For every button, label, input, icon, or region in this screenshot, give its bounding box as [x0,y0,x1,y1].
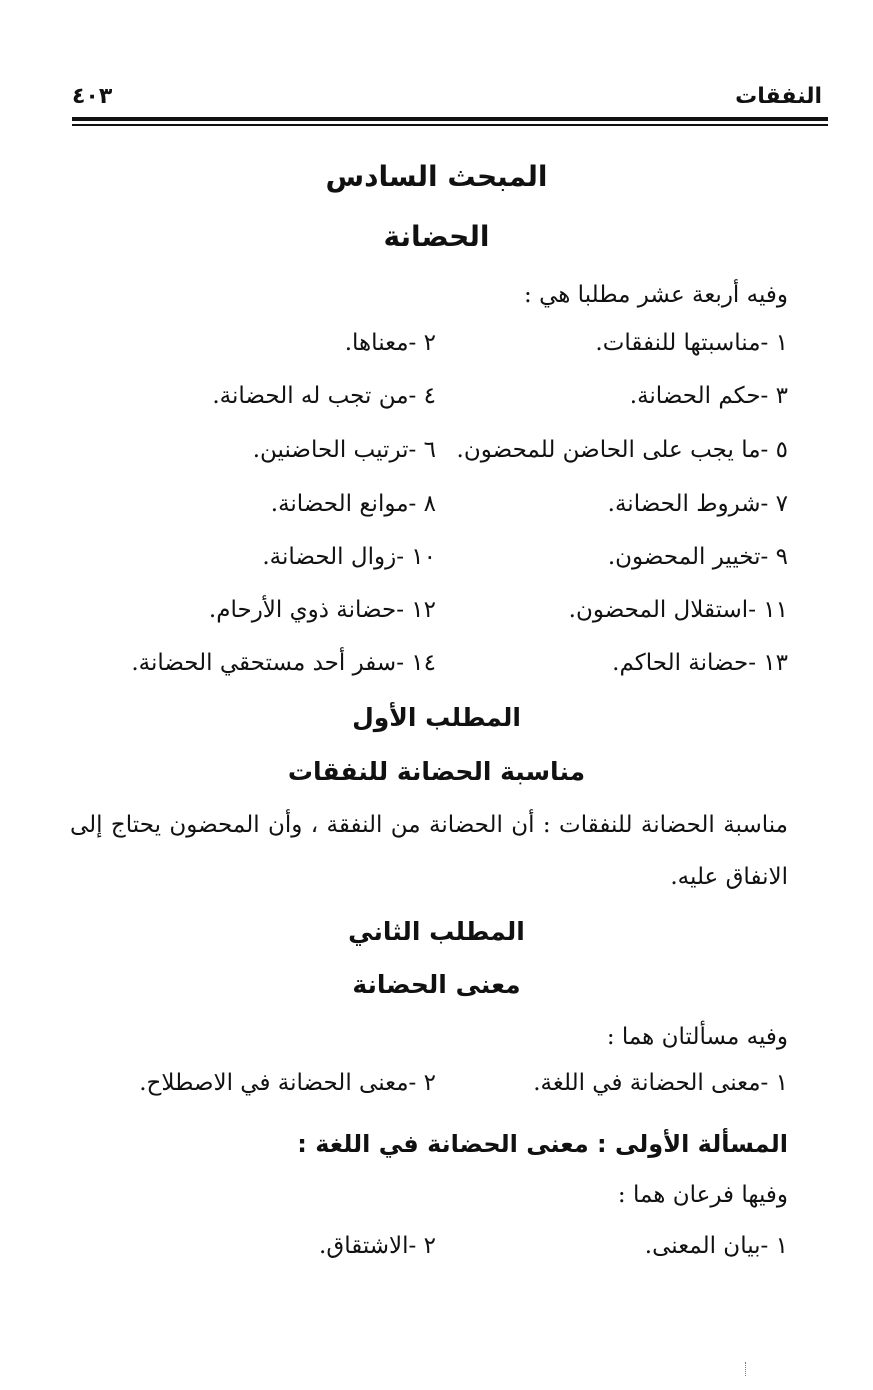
list-item: ١ -مناسبتها للنفقات. [595,330,788,356]
list-item: ٧ -شروط الحضانة. [607,491,788,517]
section-intro: وفيه أربعة عشر مطلبا هي : [524,282,788,308]
paragraph-line: الانفاق عليه. [670,864,788,890]
matlab1-title: المطلب الأول [352,703,521,732]
list-item: ١٢ -حضانة ذوي الأرحام. [208,597,436,623]
header-rule-thick [72,117,828,121]
chapter-title: المبحث السادس [325,160,548,193]
list-item: ٥ -ما يجب على الحاضن للمحضون. [456,437,788,463]
running-header [72,84,828,114]
matlab1-subtitle: مناسبة الحضانة للنفقات [287,757,586,786]
masala1-title: المسألة الأولى : معنى الحضانة في اللغة : [297,1130,788,1158]
list-item: ٢ -معناها. [344,330,436,356]
list-item: ٩ -تخيير المحضون. [607,544,788,570]
list-item: ٢ -معنى الحضانة في الاصطلاح. [139,1070,436,1096]
matlab2-subtitle: معنى الحضانة [352,970,521,999]
list-item: ٤ -من تجب له الحضانة. [212,383,436,409]
masala1-intro: وفيها فرعان هما : [617,1182,788,1208]
scan-speck [745,1362,748,1376]
header-rule-thin [72,124,828,126]
matlab2-intro: وفيه مسألتان هما : [606,1024,788,1050]
list-item: ١٣ -حضانة الحاكم. [612,650,788,676]
paragraph-line: مناسبة الحضانة للنفقات : أن الحضانة من النفقة ، وأن المحضون يحتاج إلى [70,812,788,838]
list-item: ١٠ -زوال الحضانة. [262,544,436,570]
list-item: ٢ -الاشتقاق. [319,1233,436,1259]
matlab2-title: المطلب الثاني [348,917,525,946]
list-item: ١٤ -سفر أحد مستحقي الحضانة. [131,650,436,676]
list-item: ٨ -موانع الحضانة. [270,491,436,517]
list-item: ١١ -استقلال المحضون. [568,597,788,623]
list-item: ٣ -حكم الحضانة. [629,383,788,409]
list-item: ١ -معنى الحضانة في اللغة. [533,1070,788,1096]
chapter-subtitle: الحضانة [383,220,490,253]
page-number: ٤٠٣ [72,84,113,109]
list-item: ١ -بيان المعنى. [644,1233,788,1259]
list-item: ٦ -ترتيب الحاضنين. [252,437,436,463]
running-header-title: النفقات [735,84,822,109]
header-rule [72,117,828,127]
